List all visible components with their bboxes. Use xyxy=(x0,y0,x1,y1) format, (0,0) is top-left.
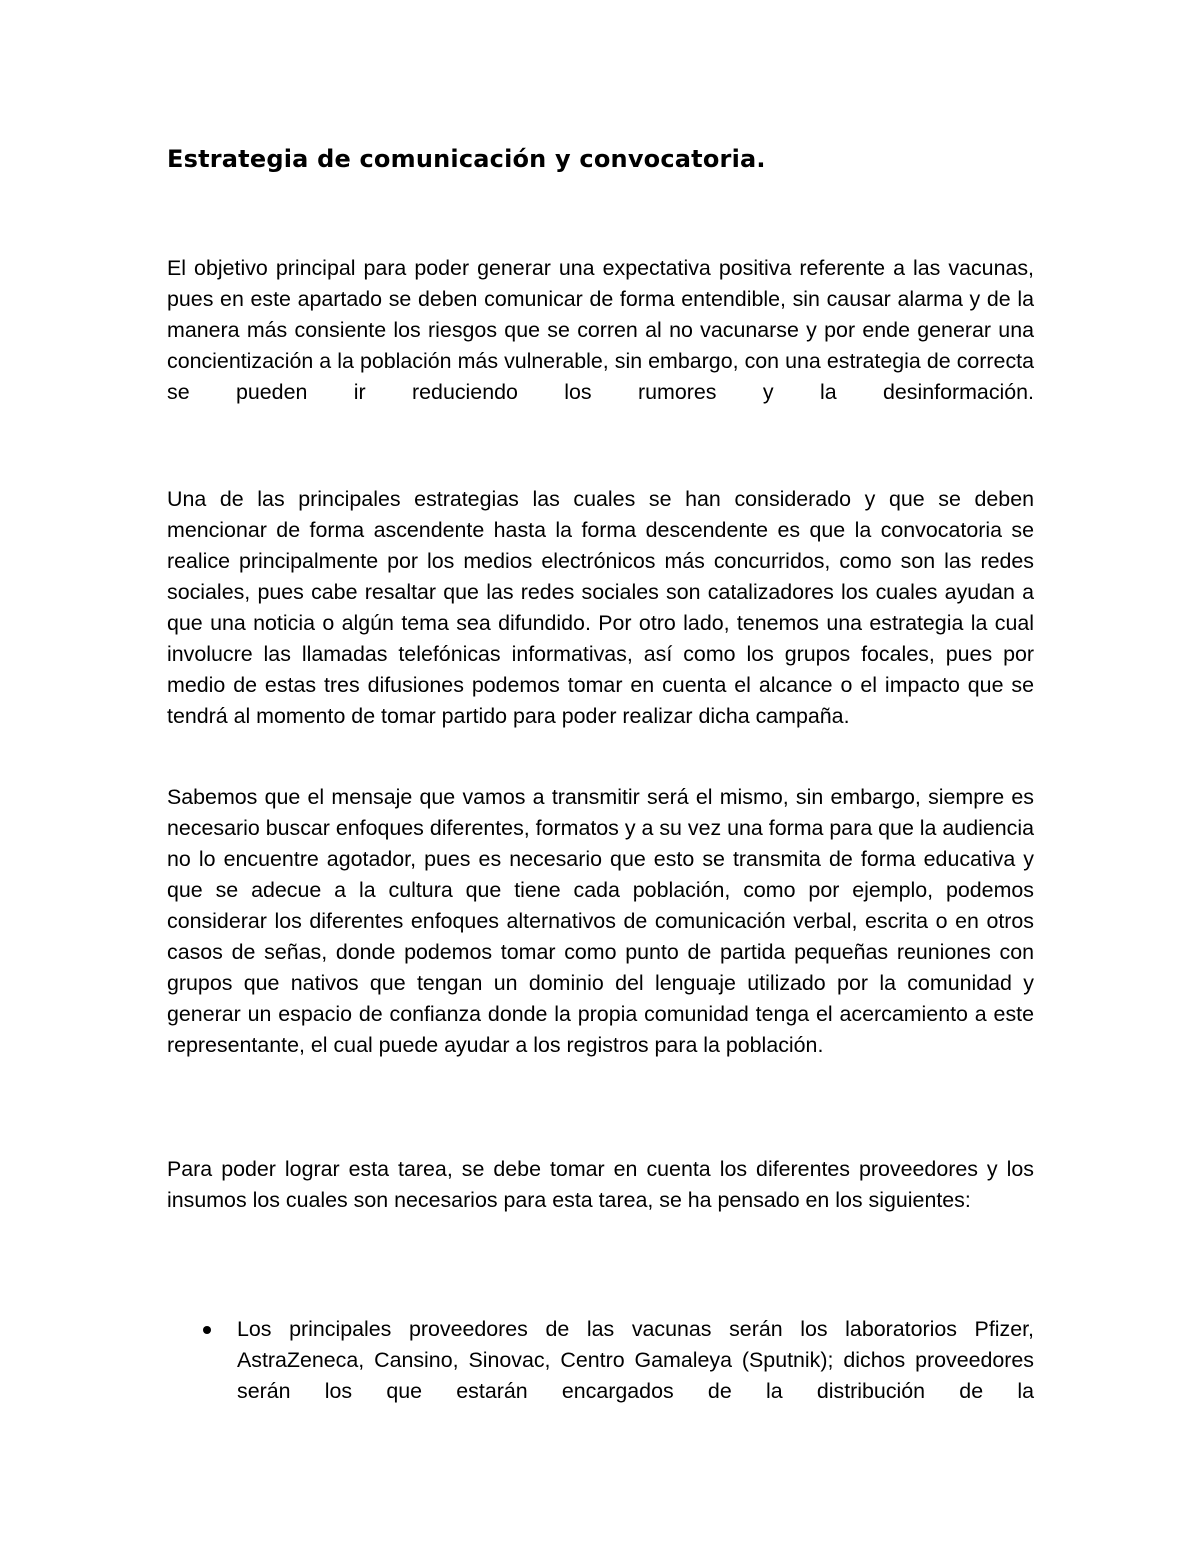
providers-list xyxy=(167,1314,1034,1407)
document-title: Estrategia de comunicación y convocatoria. xyxy=(167,145,766,173)
paragraph-providers: Para poder lograr esta tarea, se debe tomar en cuenta los diferentes proveedores y los insumos los cuales son necesarios para esta tarea, se ha pensado en los siguientes: xyxy=(167,1157,1034,1212)
paragraph-strategies: Una de las principales estrategias las cuales se han considerado y que se deben mencionar de forma ascendente hasta la forma descendente es que la convocatoria se realice principalmente por los medios electrónicos más concurridos, como son las redes sociales, pues cabe resaltar que las redes sociales son catalizadores los cuales ayudan a que una noticia o algún tema sea difundido. Por otro lado, tenemos una estrategia la cual involucre las llamadas telefónicas informativas, así como los grupos focales, pues por medio de estas tres difusiones podemos tomar en cuenta el alcance o el impacto que se tendrá al momento de tomar partido para poder realizar dicha campaña. xyxy=(167,487,1034,728)
paragraph-message: Sabemos que el mensaje que vamos a transmitir será el mismo, sin embargo, siempre es necesario buscar enfoques diferentes, formatos y a su vez una forma para que la audiencia no lo encuentre agotador, pues es necesario que esto se transmita de forma educativa y que se adecue a la cultura que tiene cada población, como por ejemplo, podemos considerar los diferentes enfoques alternativos de comunicación verbal, escrita o en otros casos de señas, donde podemos tomar como punto de partida pequeñas reuniones con grupos que nativos que tengan un dominio del lenguaje utilizado por la comunidad y generar un espacio de confianza donde la propia comunidad tenga el acercamiento a este representante, el cual puede ayudar a los registros para la población. xyxy=(167,785,1034,1057)
list-item-text: Los principales proveedores de las vacunas serán los laboratorios Pfizer, AstraZeneca, Cansino, Sinovac, Centro Gamaleya (Sputnik); dichos proveedores serán los que estarán encargados de la distribución de la xyxy=(237,1317,1034,1403)
paragraph-objective: El objetivo principal para poder generar una expectativa positiva referente a las vacunas, pues en este apartado se deben comunicar de forma entendible, sin causar alarma y de la manera más consiente los riesgos que se corren al no vacunarse y por ende generar una concientización a la población más vulnerable, sin embargo, con una estrategia de correcta se pueden ir reduciendo los rumores y la desinformación. xyxy=(167,256,1034,404)
list-item xyxy=(167,1314,1034,1407)
bullet-icon xyxy=(203,1326,211,1334)
